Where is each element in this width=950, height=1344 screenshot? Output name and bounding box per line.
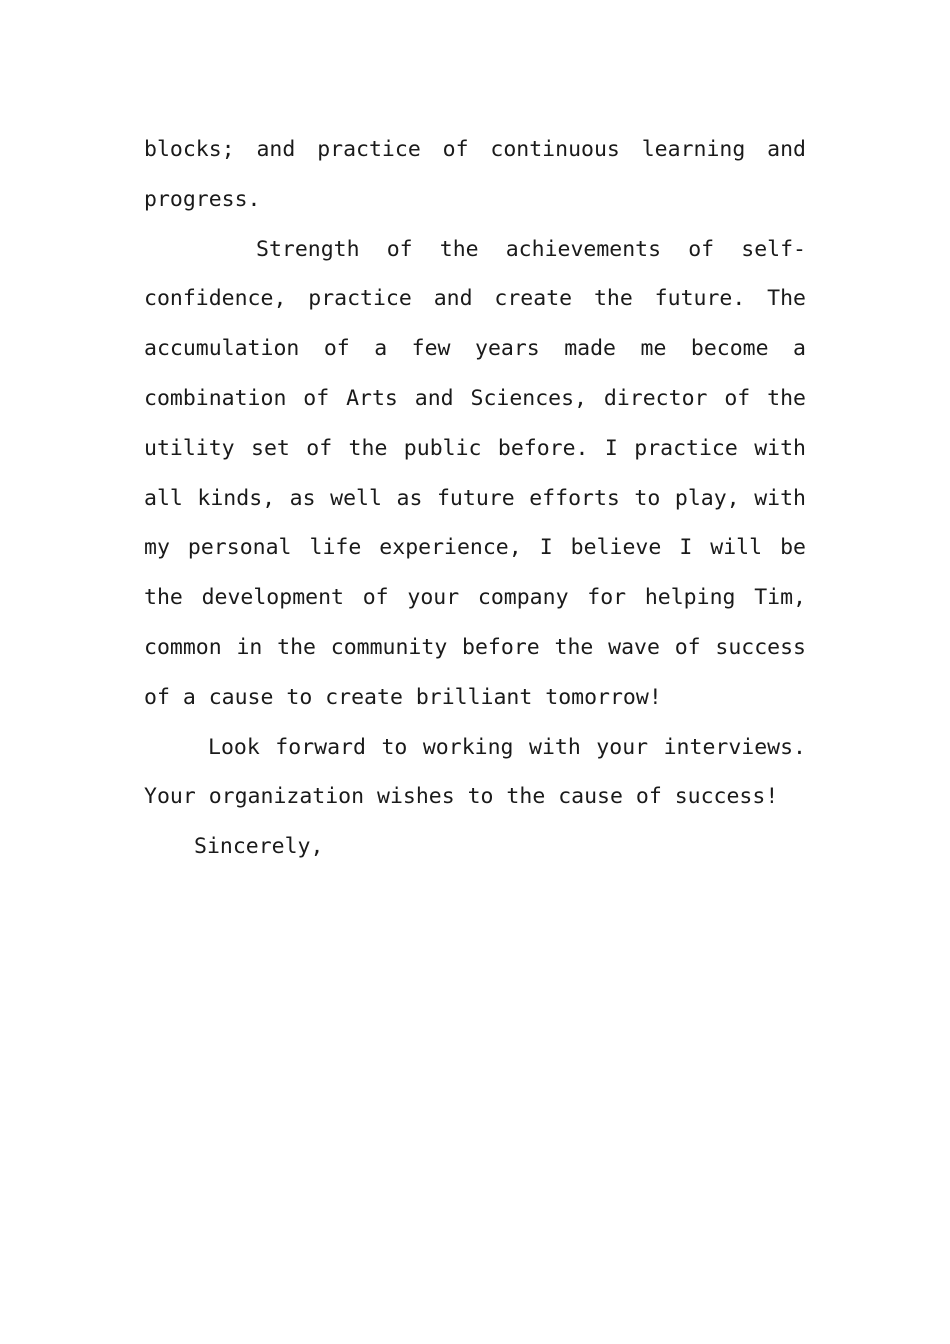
text-line: common in the community before the wave of success xyxy=(144,634,806,660)
text-line: Sincerely, xyxy=(194,834,324,860)
text-line: combination of Arts and Sciences, director of the xyxy=(144,385,806,411)
text-line: progress. xyxy=(144,186,261,212)
text-line: blocks; and practice of continuous learning and xyxy=(144,137,806,162)
text-line: Look forward to working with your interviews. xyxy=(208,734,806,760)
text-line: confidence, practice and create the future. The xyxy=(144,286,806,312)
paragraph-look-forward xyxy=(144,723,806,823)
text-line: my personal life experience, I believe I will be xyxy=(144,535,806,561)
text-line: of a cause to create brilliant tomorrow! xyxy=(144,684,662,710)
text-line: the development of your company for helping Tim, xyxy=(144,585,806,611)
text-line: accumulation of a few years made me become a xyxy=(144,336,806,362)
paragraph-continuation xyxy=(144,125,806,225)
letter-body xyxy=(144,125,806,872)
text-line: utility set of the public before. I practice with xyxy=(144,435,806,461)
paragraph-strength xyxy=(144,225,806,723)
text-line: Strength of the achievements of self- xyxy=(256,236,806,262)
text-line: all kinds, as well as future efforts to play, with xyxy=(144,485,806,511)
closing-salutation xyxy=(144,822,806,872)
text-line: Your organization wishes to the cause of success! xyxy=(144,784,779,810)
